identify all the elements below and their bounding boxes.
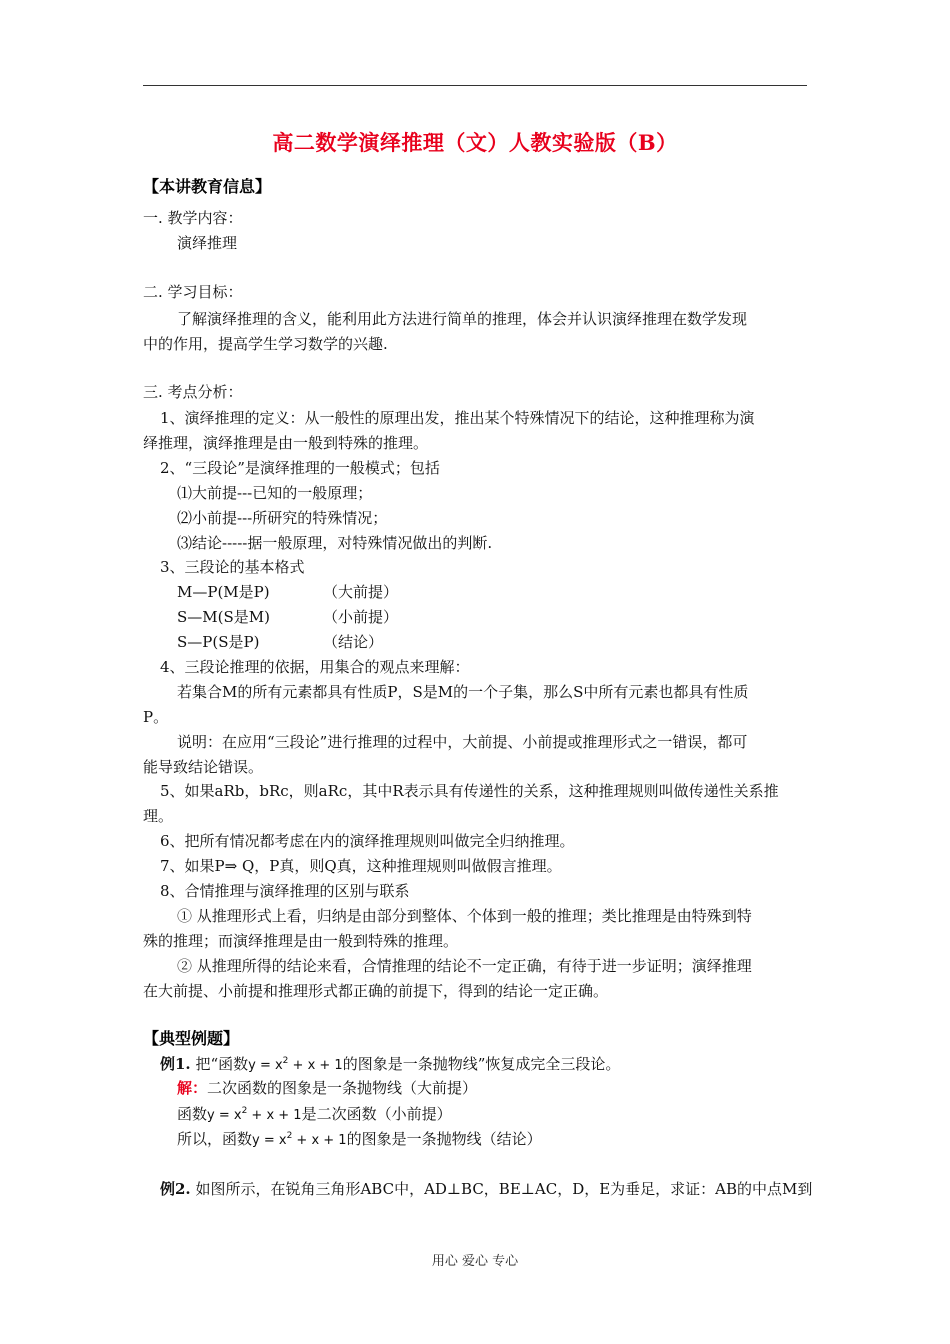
solution-label: 解： <box>177 1079 208 1097</box>
item-2-text-line2: 中的作用，提高学生学习数学的兴趣. <box>143 335 388 353</box>
solution-text: 二次函数的图象是一条抛物线（大前提） <box>207 1079 478 1097</box>
syllogism-form: S—M(S是M) <box>177 608 270 626</box>
point-2-sub3: ⑶结论-----据一般原理，对特殊情况做出的判断. <box>177 534 493 552</box>
section-heading-info: 【本讲教育信息】 <box>143 177 272 196</box>
syllogism-form: M—P(M是P) <box>177 583 270 601</box>
solution-line3: 所以，函数$y = x^2 + x + 1$的图象是一条抛物线（结论） <box>177 1130 542 1148</box>
point-8: 8、合情推理与演绎推理的区别与联系 <box>160 882 410 900</box>
formula: $y = x^2 + x + 1$ <box>207 1106 302 1123</box>
point-8-sub1-line2: 殊的推理；而演绎推理是由一般到特殊的推理。 <box>143 932 459 950</box>
point-5-line2: 理。 <box>143 807 174 825</box>
point-4: 4、三段论推理的依据，用集合的观点来理解： <box>160 658 470 676</box>
point-8-sub2-line2: 在大前提、小前提和推理形式都正确的前提下，得到的结论一定正确。 <box>143 982 609 1000</box>
header-rule <box>143 85 807 86</box>
syllogism-form: S—P(S是P) <box>177 633 260 651</box>
syllogism-row <box>177 608 398 626</box>
formula: $y = x^2 + x + 1$ <box>248 1056 343 1073</box>
section-heading-examples: 【典型例题】 <box>143 1029 240 1048</box>
solution-line1 <box>177 1079 477 1097</box>
point-2-sub2: ⑵小前提---所研究的特殊情况； <box>177 509 388 527</box>
point-8-sub1-line1: ① 从推理形式上看，归纳是由部分到整体、个体到一般的推理；类比推理是由特殊到特 <box>177 907 752 925</box>
point-2: 2、“三段论”是演绎推理的一般模式；包括 <box>160 459 440 477</box>
syllogism-note: （小前提） <box>323 608 399 626</box>
syllogism-row <box>177 633 383 651</box>
point-8-sub2-line1: ② 从推理所得的结论来看，合情推理的结论不一定正确，有待于进一步证明；演绎推理 <box>177 957 752 975</box>
example-1-label: 例1. <box>160 1055 191 1073</box>
point-6: 6、把所有情况都考虑在内的演绎推理规则叫做完全归纳推理。 <box>160 832 575 850</box>
point-4-text-line1: 若集合M的所有元素都具有性质P，S是M的一个子集，那么S中所有元素也都具有性质 <box>177 683 749 701</box>
syllogism-note: （结论） <box>323 633 384 651</box>
example-2-text: 如图所示，在锐角三角形ABC中，AD⊥BC，BE⊥AC，D，E为垂足，求证：AB的中点M到 <box>195 1180 813 1198</box>
point-3: 3、三段论的基本格式 <box>160 558 305 576</box>
point-4-note-line1: 说明：在应用“三段论”进行推理的过程中，大前提、小前提或推理形式之一错误，都可 <box>177 733 748 751</box>
item-1-label: 一. 教学内容： <box>143 209 243 227</box>
solution-line2: 函数$y = x^2 + x + 1$是二次函数（小前提） <box>177 1105 452 1123</box>
item-2-label: 二. 学习目标： <box>143 283 243 301</box>
example-2-label: 例2. <box>160 1180 191 1198</box>
item-1-text: 演绎推理 <box>177 234 238 252</box>
example-1-pre: 把“函数 <box>195 1055 249 1073</box>
syllogism-note: （大前提） <box>323 583 399 601</box>
example-1 <box>160 1052 620 1075</box>
item-3-label: 三. 考点分析： <box>143 383 243 401</box>
point-7: 7、如果P⇒ Q，P真，则Q真，这种推理规则叫做假言推理。 <box>160 857 562 875</box>
example-1-post: 的图象是一条抛物线”恢复成完全三段论。 <box>342 1055 621 1073</box>
item-2-text-line1: 了解演绎推理的含义，能利用此方法进行简单的推理，体会并认识演绎推理在数学发现 <box>177 310 748 328</box>
point-4-text-line2: P。 <box>143 708 169 726</box>
point-1-line2: 绎推理，演绎推理是由一般到特殊的推理。 <box>143 434 429 452</box>
point-2-sub1: ⑴大前提---已知的一般原理； <box>177 484 373 502</box>
point-1-line1: 1、演绎推理的定义：从一般性的原理出发，推出某个特殊情况下的结论，这种推理称为演 <box>160 409 755 427</box>
example-2 <box>160 1180 812 1198</box>
point-5-line1: 5、如果aRb，bRc，则aRc，其中R表示具有传递性的关系，这种推理规则叫做传递性关系推 <box>160 782 779 800</box>
page-footer: 用心 爱心 专心 <box>431 1254 519 1269</box>
page-title: 高二数学演绎推理（文）人教实验版（B） <box>272 130 678 155</box>
point-4-note-line2: 能导致结论错误。 <box>143 758 264 776</box>
formula: $y = x^2 + x + 1$ <box>252 1131 347 1148</box>
syllogism-row <box>177 583 398 601</box>
